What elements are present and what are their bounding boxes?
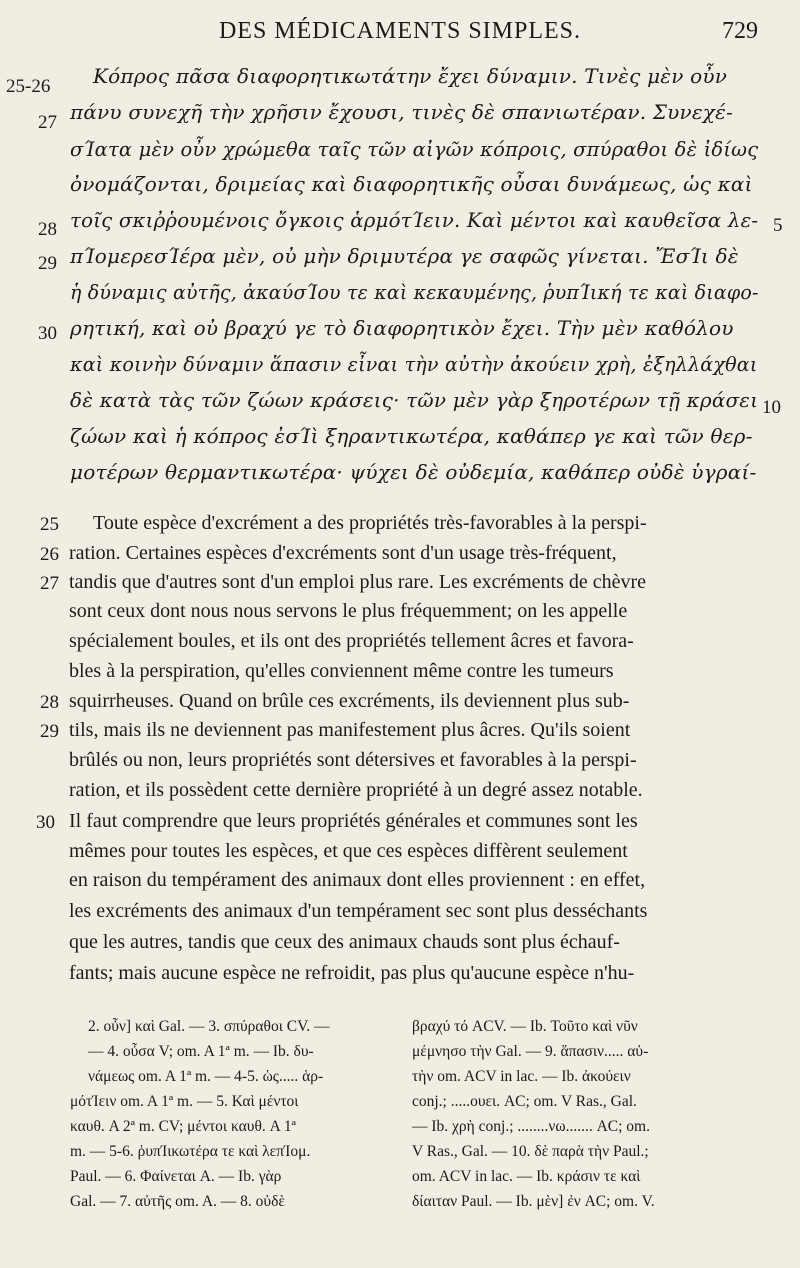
footnote-line: om. ACV in lac. — Ib. κράσιν τε καὶ — [412, 1168, 641, 1185]
footnote-line: μότΊειν om. A 1ª m. — 5. Καὶ μέντοι — [70, 1093, 299, 1110]
greek-line: ὀνομάζονται, δριμείας καὶ διαφορητικῆς οὖσαι δυνάμεως, ὡς καὶ — [70, 172, 753, 196]
french-line-number: 29 — [40, 721, 59, 742]
french-line: que les autres, tandis que ceux des animaux chauds sont plus échauf- — [69, 931, 620, 953]
french-line: ration, et ils possèdent cette dernière propriété à un degré assez notable. — [69, 779, 643, 801]
footnote-line: τὴν om. ACV in lac. — Ib. ἀκούειν — [412, 1068, 631, 1085]
running-title: DES MÉDICAMENTS SIMPLES. — [218, 18, 582, 44]
french-line-number: 30 — [36, 812, 55, 833]
french-line: mêmes pour toutes les espèces, et que ces espèces diffèrent seulement — [69, 840, 628, 862]
greek-line: ἡ δύναμις αὐτῆς, ἀκαύσΊου τε καὶ κεκαυμένης, ῥυπΊική τε καὶ διαφο- — [70, 280, 759, 304]
footnote-line: Gal. — 7. αὐτῆς om. A. — 8. οὐδὲ — [70, 1193, 285, 1210]
french-line: les excréments des animaux d'un tempérament sec sont plus desséchants — [69, 900, 648, 922]
french-line: ration. Certaines espèces d'excréments sont d'un usage très-fréquent, — [69, 542, 617, 564]
french-line: brûlés ou non, leurs propriétés sont détersives et favorables à la perspi- — [69, 749, 637, 771]
greek-line-number: 25-26 — [6, 76, 51, 97]
greek-line: καὶ κοινὴν δύναμιν ἅπασιν εἶναι τὴν αὐτὴν ἀκούειν χρὴ, ἐξηλλάχθαι — [70, 352, 758, 376]
footnote-line: — Ib. χρὴ conj.; ........νω....... AC; om. — [412, 1118, 650, 1135]
greek-line: ζώων καὶ ἡ κόπρος ἐσΊὶ ξηραντικωτέρα, καθάπερ γε καὶ τῶν θερ- — [70, 424, 753, 448]
footnote-line: μέμνησο τὴν Gal. — 9. ἅπασιν..... αὐ- — [412, 1043, 649, 1060]
greek-line-number: 27 — [38, 112, 57, 133]
french-line: tandis que d'autres sont d'un emploi plus rare. Les excréments de chèvre — [69, 571, 647, 593]
french-line: tils, mais ils ne deviennent pas manifestement plus âcres. Qu'ils soient — [69, 719, 631, 741]
greek-margin-number: 10 — [762, 397, 781, 418]
footnote-line: καυθ. A 2ª m. CV; μέντοι καυθ. A 1ª — [70, 1118, 296, 1135]
french-line: spécialement boules, et ils ont des propriétés tellement âcres et favora- — [69, 630, 634, 652]
footnote-line: δίαιταν Paul. — Ib. μὲν] ἐν AC; om. V. — [412, 1193, 655, 1210]
footnote-line: 2. οὖν] καὶ Gal. — 3. σπύραθοι CV. — — [88, 1018, 330, 1035]
greek-line: πΊομερεσΊέρα μὲν, οὐ μὴν δριμυτέρα γε σαφῶς γίνεται. ἜσΊι δὲ — [70, 244, 739, 268]
french-line-number: 26 — [40, 544, 59, 565]
page-number: 729 — [722, 18, 758, 44]
footnote-line: βραχύ τό ACV. — Ib. Τοῦτο καὶ νῦν — [412, 1018, 638, 1035]
page-header — [0, 12, 800, 48]
greek-line-number: 30 — [38, 323, 57, 344]
greek-line-number: 29 — [38, 253, 57, 274]
french-line: squirrheuses. Quand on brûle ces excréments, ils deviennent plus sub- — [69, 690, 630, 712]
greek-line: δὲ κατὰ τὰς τῶν ζώων κράσεις· τῶν μὲν γὰρ ξηροτέρων τῇ κράσει — [70, 388, 759, 412]
footnote-line: Paul. — 6. Φαίνεται A. — Ib. γὰρ — [70, 1168, 282, 1185]
french-line-number: 27 — [40, 573, 59, 594]
french-line: en raison du tempérament des animaux dont elles proviennent : en effet, — [69, 869, 646, 891]
french-line: Il faut comprendre que leurs propriétés générales et communes sont les — [69, 810, 638, 832]
greek-line: μοτέρων θερμαντικωτέρα· ψύχει δὲ οὐδεμία, καθάπερ οὐδὲ ὑγραί- — [70, 460, 757, 484]
french-line: Toute espèce d'excrément a des propriétés très-favorables à la perspi- — [93, 512, 647, 534]
footnote-line: m. — 5-6. ῥυπΊικωτέρα τε καὶ λεπΊομ. — [70, 1143, 311, 1160]
greek-line: Κόπρος πᾶσα διαφορητικωτάτην ἔχει δύναμιν. Τινὲς μὲν οὖν — [93, 64, 728, 88]
greek-margin-number: 5 — [773, 215, 783, 236]
greek-line: ρητική, καὶ οὐ βραχύ γε τὸ διαφορητικὸν ἔχει. Τὴν μὲν καθόλου — [70, 316, 734, 340]
footnote-line: — 4. οὖσα V; om. A 1ª m. — Ib. δυ- — [88, 1043, 314, 1060]
footnote-line: V Ras., Gal. — 10. δὲ παρὰ τὴν Paul.; — [412, 1143, 649, 1160]
french-line: bles à la perspiration, qu'elles conviennent même contre les tumeurs — [69, 660, 614, 682]
greek-line: τοῖς σκιῤῥουμένοις ὄγκοις ἁρμότΊειν. Καὶ μέντοι καὶ καυθεῖσα λε- — [70, 208, 759, 232]
footnote-line: conj.; .....ουει. AC; om. V Ras., Gal. — [412, 1093, 637, 1110]
french-line: sont ceux dont nous nous servons le plus fréquemment; on les appelle — [69, 600, 628, 622]
greek-line: σΊατα μὲν οὖν χρώμεθα ταῖς τῶν αἰγῶν κόπροις, σπύραθοι δὲ ἰδίως — [70, 137, 759, 161]
french-line-number: 25 — [40, 514, 59, 535]
footnote-line: νάμεως om. A 1ª m. — 4-5. ὡς..... ἁρ- — [88, 1068, 324, 1085]
french-line-number: 28 — [40, 692, 59, 713]
french-line: fants; mais aucune espèce ne refroidit, pas plus qu'aucune espèce n'hu- — [69, 962, 635, 984]
greek-line: πάνυ συνεχῆ τὴν χρῆσιν ἔχουσι, τινὲς δὲ σπανιωτέραν. Συνεχέ- — [70, 100, 734, 124]
greek-line-number: 28 — [38, 219, 57, 240]
